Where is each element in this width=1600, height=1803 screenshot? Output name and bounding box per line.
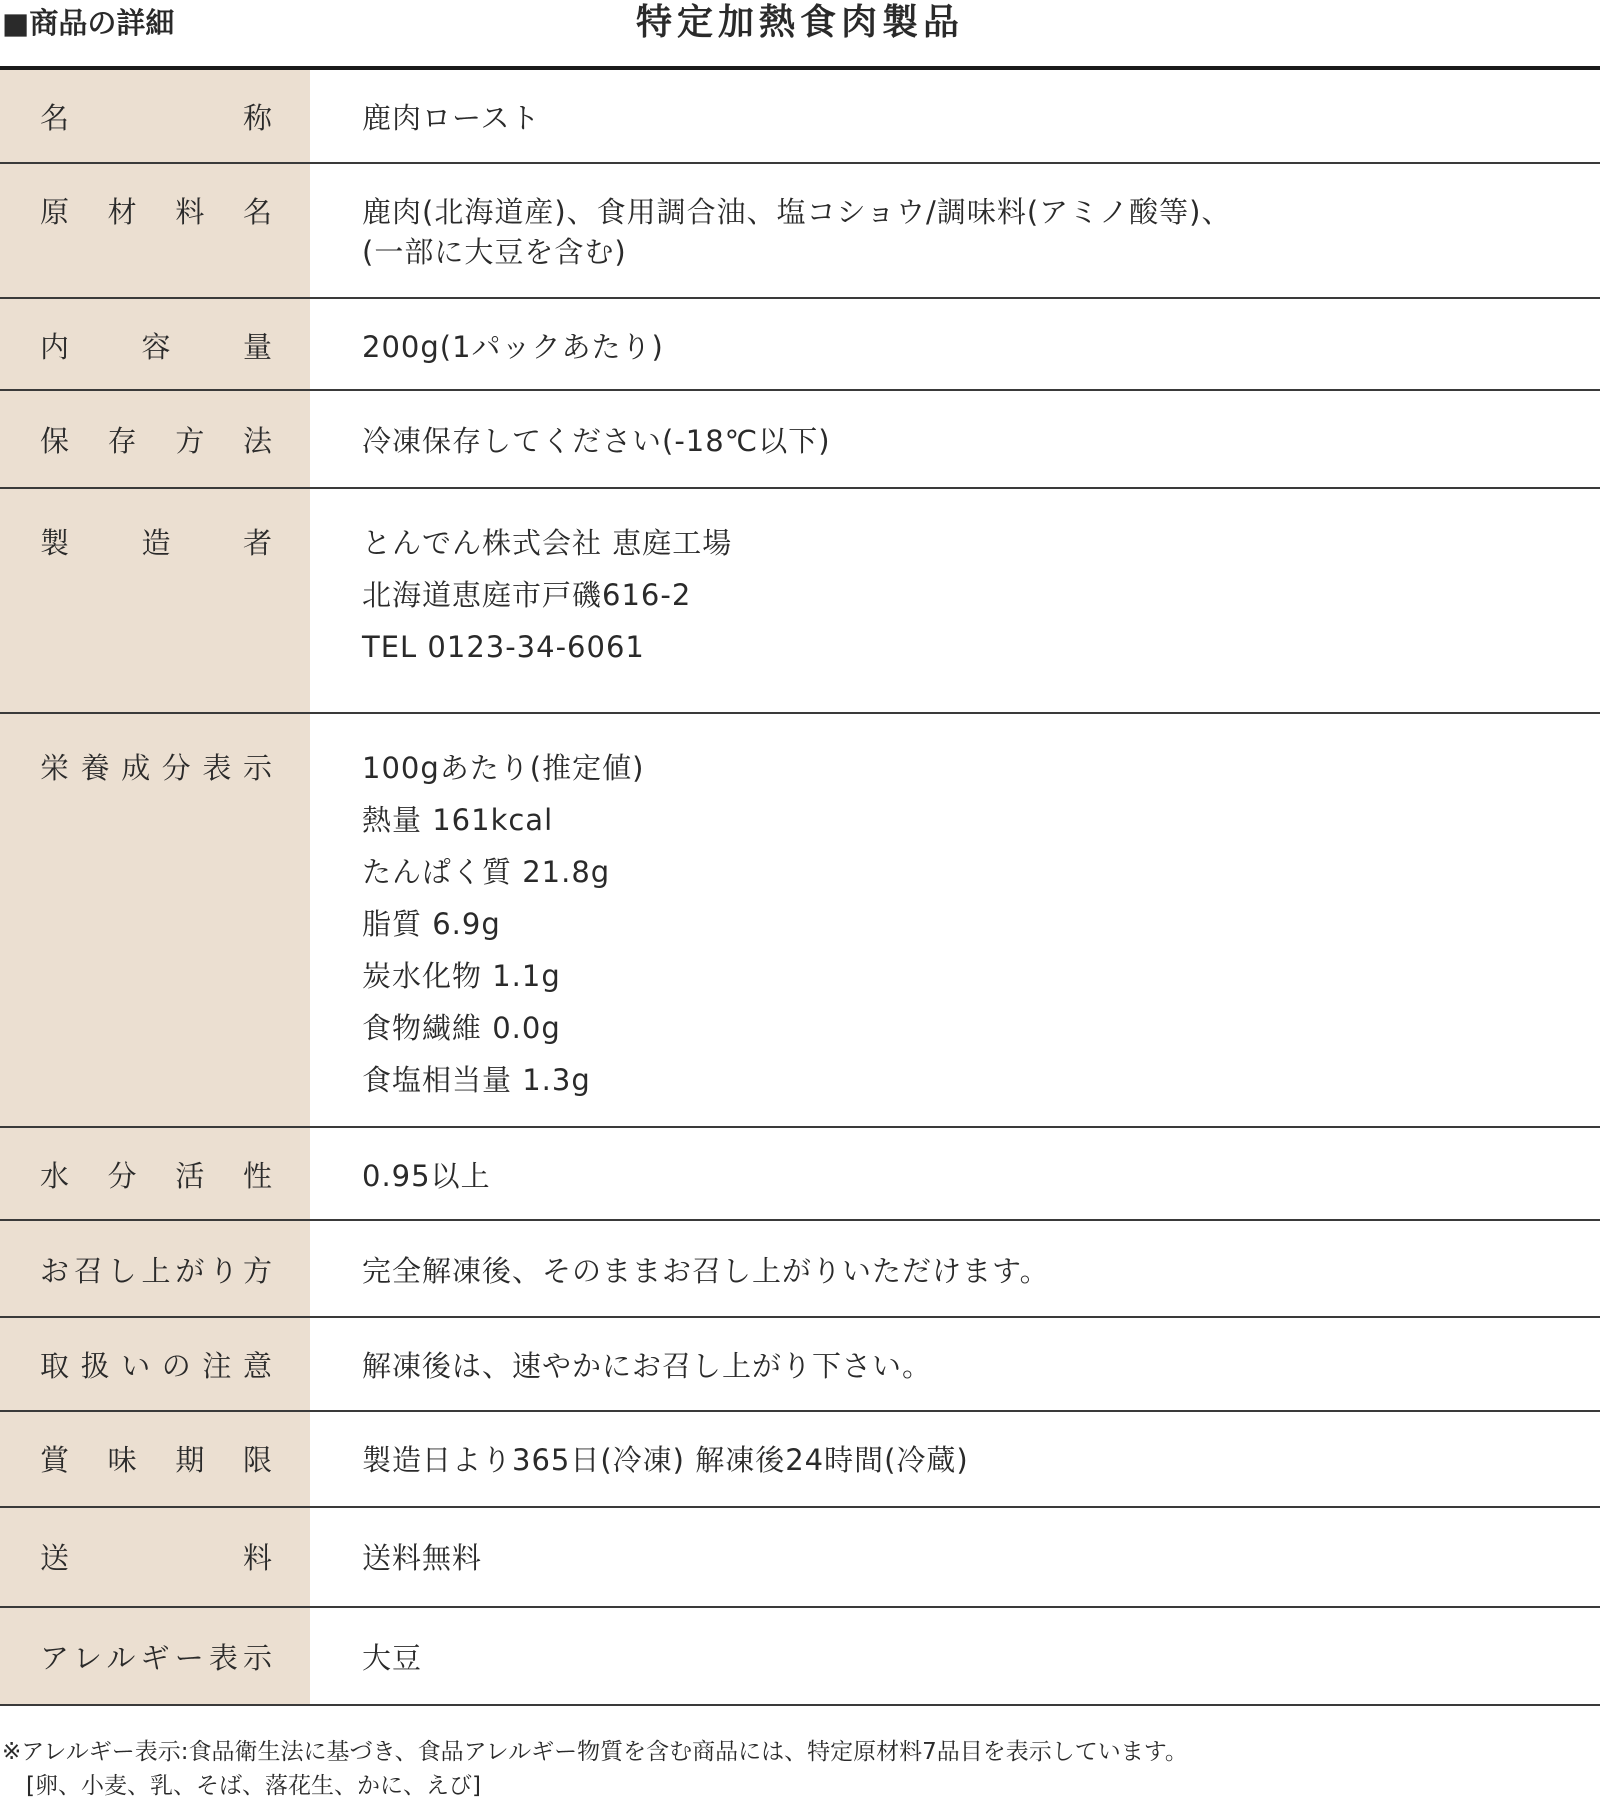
row-label: 内容量 xyxy=(40,330,272,364)
row-value-line: 食塩相当量 1.3g xyxy=(362,1063,591,1097)
row-value-cell xyxy=(310,714,1600,1126)
row-label: アレルギー表示 xyxy=(40,1641,272,1675)
table-row-shipping xyxy=(0,1508,1600,1608)
row-label-cell xyxy=(0,1318,310,1410)
row-label-cell xyxy=(0,1608,310,1704)
row-value-cell xyxy=(310,1318,1600,1410)
row-value-cell xyxy=(310,1508,1600,1606)
row-label: 送料 xyxy=(40,1541,272,1575)
row-label: 原材料名 xyxy=(40,195,272,229)
row-label: お召し上がり方 xyxy=(40,1254,272,1288)
product-details-table xyxy=(0,70,1600,1706)
row-value-line: 脂質 6.9g xyxy=(362,907,501,941)
table-row-nutrition xyxy=(0,714,1600,1128)
table-row-how-to-eat xyxy=(0,1221,1600,1318)
table-row-storage xyxy=(0,391,1600,489)
row-label-cell xyxy=(0,714,310,1126)
row-label: 取扱いの注意 xyxy=(40,1349,272,1383)
table-row-name xyxy=(0,70,1600,164)
row-label-cell xyxy=(0,164,310,297)
footnote-allergen-list: [卵、小麦、乳、そば、落花生、かに、えび] xyxy=(26,1773,481,1799)
row-value-line: 冷凍保存してください(-18℃以下) xyxy=(362,424,831,458)
row-value-line: 食物繊維 0.0g xyxy=(362,1011,561,1045)
section-label: ■商品の詳細 xyxy=(2,6,175,40)
table-row-allergens xyxy=(0,1608,1600,1706)
row-label-cell xyxy=(0,1221,310,1316)
row-value-cell xyxy=(310,70,1600,162)
row-value-line: 炭水化物 1.1g xyxy=(362,959,561,993)
row-value-line: (一部に大豆を含む) xyxy=(362,235,627,269)
row-label: 水分活性 xyxy=(40,1159,272,1193)
row-value-line: 大豆 xyxy=(362,1641,423,1675)
row-label-cell xyxy=(0,489,310,712)
table-row-net-content xyxy=(0,299,1600,391)
table-row-handling xyxy=(0,1318,1600,1412)
row-value-line: 200g(1パックあたり) xyxy=(362,330,664,364)
row-value-line: たんぱく質 21.8g xyxy=(362,855,611,889)
row-value-cell xyxy=(310,1608,1600,1704)
row-value-line: 北海道恵庭市戸磯616-2 xyxy=(362,578,692,612)
row-label-cell xyxy=(0,70,310,162)
row-value-cell xyxy=(310,1221,1600,1316)
row-value-line: 解凍後は、速やかにお召し上がり下さい。 xyxy=(362,1349,933,1383)
row-label-cell xyxy=(0,299,310,389)
row-value-line: 送料無料 xyxy=(362,1541,483,1575)
row-value-line: とんでん株式会社 恵庭工場 xyxy=(362,526,733,560)
row-value-line: 完全解凍後、そのままお召し上がりいただけます。 xyxy=(362,1254,1050,1288)
row-label-cell xyxy=(0,1128,310,1219)
table-row-water-activity xyxy=(0,1128,1600,1221)
row-label: 栄養成分表示 xyxy=(40,751,272,785)
row-label-cell xyxy=(0,1508,310,1606)
page-header xyxy=(0,0,1600,66)
row-value-line: 鹿肉(北海道産)、食用調合油、塩コショウ/調味料(アミノ酸等)、 xyxy=(362,195,1232,229)
row-value-line: 製造日より365日(冷凍) 解凍後24時間(冷蔵) xyxy=(362,1443,969,1477)
footnote-line: ※アレルギー表示:食品衛生法に基づき、食品アレルギー物質を含む商品には、特定原材料7品目を表示しています。 xyxy=(2,1739,1188,1765)
table-row-best-before xyxy=(0,1412,1600,1508)
row-value-line: 熱量 161kcal xyxy=(362,803,554,837)
row-value-line: 0.95以上 xyxy=(362,1159,491,1193)
row-value-line: 100gあたり(推定値) xyxy=(362,751,645,785)
row-label: 保存方法 xyxy=(40,424,272,458)
row-label: 賞味期限 xyxy=(40,1443,272,1477)
document-title: 特定加熱食肉製品 xyxy=(635,2,964,43)
row-label-cell xyxy=(0,391,310,487)
row-value-cell xyxy=(310,164,1600,297)
row-value-line: TEL 0123-34-6061 xyxy=(362,630,645,664)
row-value-cell xyxy=(310,299,1600,389)
row-label: 名称 xyxy=(40,101,272,135)
allergy-footnote xyxy=(2,1735,1188,1803)
row-value-line: 鹿肉ロースト xyxy=(362,101,541,135)
row-value-cell xyxy=(310,1128,1600,1219)
row-value-cell xyxy=(310,391,1600,487)
row-value-cell xyxy=(310,489,1600,712)
table-row-ingredients xyxy=(0,164,1600,299)
row-label: 製造者 xyxy=(40,526,272,560)
row-value-cell xyxy=(310,1412,1600,1506)
table-row-manufacturer xyxy=(0,489,1600,714)
row-label-cell xyxy=(0,1412,310,1506)
